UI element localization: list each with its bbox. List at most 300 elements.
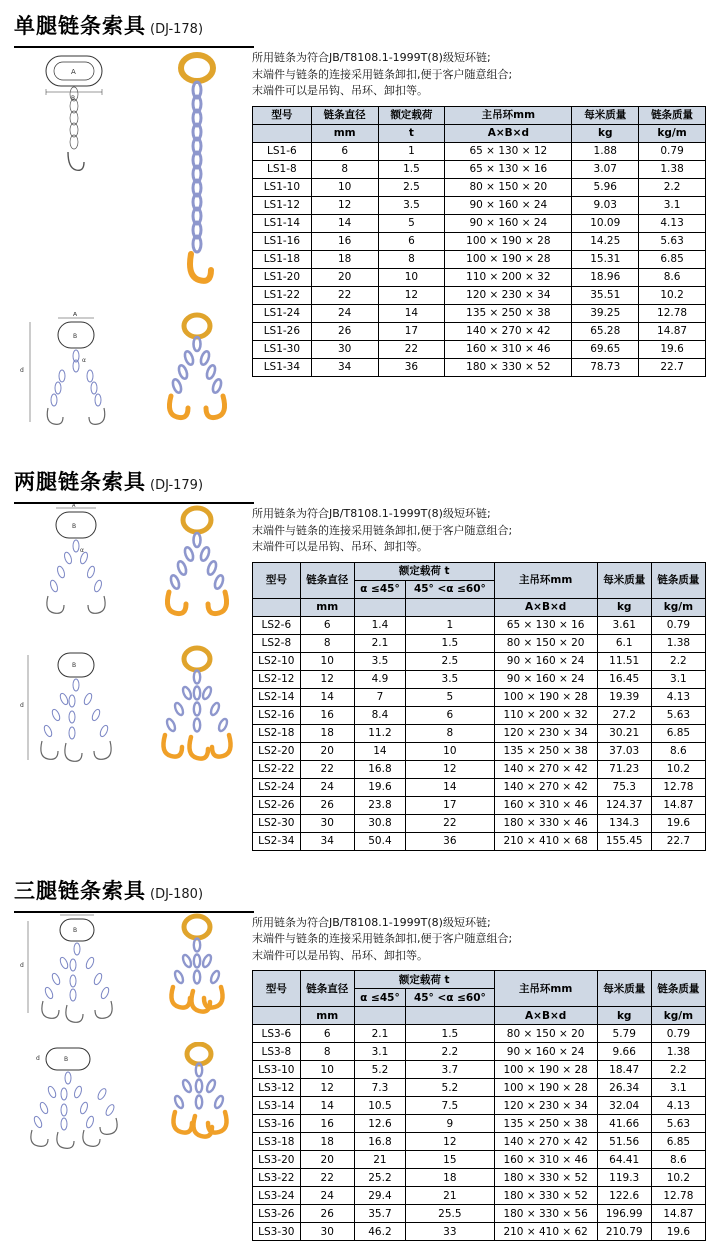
table-cell: 140 × 270 × 42 — [494, 760, 597, 778]
unit-rated-45 — [354, 598, 405, 616]
table-row — [253, 232, 706, 250]
table-cell: 16 — [311, 232, 378, 250]
spec-table-3 — [252, 970, 706, 1241]
table-cell: 1.5 — [378, 160, 445, 178]
note-line: 所用链条为符合JB/T8108.1-1999T(8)级短环链; — [252, 506, 706, 523]
table-cell: 32.04 — [597, 1097, 651, 1115]
table-cell: 19.6 — [651, 814, 705, 832]
table-cell: 90 × 160 × 24 — [494, 1043, 597, 1061]
table-cell: 78.73 — [572, 358, 639, 376]
table-row — [253, 304, 706, 322]
unit-rated-60 — [406, 1007, 495, 1025]
section-title: 单腿链条索具 — [14, 10, 146, 40]
table-cell: 15 — [406, 1151, 495, 1169]
cell-model: LS3-30 — [253, 1223, 301, 1241]
table-cell: 100 × 190 × 28 — [445, 232, 572, 250]
table-cell: 1.38 — [651, 1043, 705, 1061]
svg-text:B: B — [73, 927, 77, 934]
table-cell: 3.1 — [651, 1079, 705, 1097]
table-cell: 11.2 — [354, 724, 405, 742]
svg-text:A: A — [72, 504, 76, 509]
table-cell: 20 — [300, 742, 354, 760]
product-illustration-3 — [147, 504, 247, 639]
table-unit-row — [253, 1007, 706, 1025]
table-row — [253, 1025, 706, 1043]
unit-master-link: A×B×d — [494, 598, 597, 616]
table-cell: 9.66 — [597, 1043, 651, 1061]
unit-chain-diameter: mm — [311, 124, 378, 142]
table-cell: 51.56 — [597, 1133, 651, 1151]
table-cell: 16.8 — [354, 760, 405, 778]
table-cell: 14 — [300, 1097, 354, 1115]
table-row — [253, 250, 706, 268]
table-cell: 3.1 — [639, 196, 706, 214]
table-header-row — [253, 106, 706, 124]
table-cell: 124.37 — [597, 796, 651, 814]
table-row — [253, 742, 706, 760]
table-cell: 1.38 — [651, 634, 705, 652]
table-cell: 135 × 250 × 38 — [494, 742, 597, 760]
table-cell: 12.78 — [651, 778, 705, 796]
svg-text:B: B — [71, 95, 75, 102]
table-cell: 10.2 — [651, 760, 705, 778]
table-cell: 8 — [300, 634, 354, 652]
col-chain-diameter: 链条直径 — [300, 562, 354, 598]
table-cell: 5.63 — [639, 232, 706, 250]
table-cell: 100 × 190 × 28 — [494, 1079, 597, 1097]
table-cell: 1 — [406, 616, 495, 634]
table-cell: 180 × 330 × 52 — [494, 1187, 597, 1205]
table-cell: 24 — [311, 304, 378, 322]
table-cell: 14.87 — [639, 322, 706, 340]
table-cell: 75.3 — [597, 778, 651, 796]
table-row — [253, 358, 706, 376]
table-cell: 30 — [300, 1223, 354, 1241]
unit-model — [253, 1007, 301, 1025]
cell-model: LS3-16 — [253, 1115, 301, 1133]
table-cell: 23.8 — [354, 796, 405, 814]
cell-model: LS1-12 — [253, 196, 312, 214]
section-code: (DJ-179) — [150, 478, 203, 493]
table-cell: 110 × 200 × 32 — [445, 268, 572, 286]
notes-block — [252, 915, 706, 965]
table-cell: 80 × 150 × 20 — [494, 1025, 597, 1043]
table-cell: 2.2 — [406, 1043, 495, 1061]
table-cell: 24 — [300, 1187, 354, 1205]
svg-text:B: B — [72, 662, 76, 669]
table-cell: 36 — [378, 358, 445, 376]
table-cell: 2.2 — [651, 1061, 705, 1079]
unit-chain-diameter: mm — [300, 598, 354, 616]
table-cell: 100 × 190 × 28 — [494, 1061, 597, 1079]
table-cell: 26 — [300, 1205, 354, 1223]
table-cell: 90 × 160 × 24 — [445, 214, 572, 232]
product-illustration-2 — [147, 312, 247, 442]
table-cell: 4.13 — [651, 688, 705, 706]
cell-model: LS1-18 — [253, 250, 312, 268]
table-cell: 140 × 270 × 42 — [494, 778, 597, 796]
table-cell: 135 × 250 × 38 — [445, 304, 572, 322]
table-cell: 2.2 — [651, 652, 705, 670]
content-column — [252, 48, 720, 442]
table-cell: 17 — [406, 796, 495, 814]
table-cell: 34 — [311, 358, 378, 376]
table-row — [253, 1079, 706, 1097]
table-header-row — [253, 971, 706, 989]
table-cell: 10 — [378, 268, 445, 286]
unit-chain-weight: kg/m — [651, 598, 705, 616]
cell-model: LS2-24 — [253, 778, 301, 796]
table-cell: 10 — [311, 178, 378, 196]
table-row — [253, 832, 706, 850]
table-row — [253, 142, 706, 160]
table-cell: 4.13 — [651, 1097, 705, 1115]
table-cell: 5.2 — [406, 1079, 495, 1097]
table-row — [253, 670, 706, 688]
cell-model: LS2-26 — [253, 796, 301, 814]
cell-model: LS2-20 — [253, 742, 301, 760]
cell-model: LS3-10 — [253, 1061, 301, 1079]
table-cell: 3.1 — [651, 670, 705, 688]
table-cell: 119.3 — [597, 1169, 651, 1187]
table-cell: 180 × 330 × 46 — [494, 814, 597, 832]
table-cell: 10.09 — [572, 214, 639, 232]
unit-master-link: A×B×d — [445, 124, 572, 142]
table-cell: 135 × 250 × 38 — [494, 1115, 597, 1133]
table-cell: 160 × 310 × 46 — [494, 1151, 597, 1169]
product-illustration-5 — [147, 913, 247, 1038]
table-cell: 19.6 — [354, 778, 405, 796]
unit-model — [253, 124, 312, 142]
table-cell: 180 × 330 × 56 — [494, 1205, 597, 1223]
cell-model: LS2-34 — [253, 832, 301, 850]
col-rated-load: 额定载荷 t — [354, 562, 494, 580]
cell-model: LS1-6 — [253, 142, 312, 160]
table-cell: 14 — [311, 214, 378, 232]
table-cell: 22 — [378, 340, 445, 358]
col-master-link: 主吊环mm — [494, 562, 597, 598]
table-cell: 5 — [378, 214, 445, 232]
section-two-leg — [0, 456, 720, 851]
table-row — [253, 652, 706, 670]
table-cell: 10.5 — [354, 1097, 405, 1115]
table-cell: 12 — [300, 1079, 354, 1097]
table-cell: 5.96 — [572, 178, 639, 196]
col-model: 型号 — [253, 562, 301, 598]
col-master-link: 主吊环mm — [494, 971, 597, 1007]
col-master-link: 主吊环mm — [445, 106, 572, 124]
table-cell: 100 × 190 × 28 — [494, 688, 597, 706]
cell-model: LS1-24 — [253, 304, 312, 322]
table-cell: 3.5 — [378, 196, 445, 214]
table-cell: 7 — [354, 688, 405, 706]
note-line: 末端件可以是吊钩、吊环、卸扣等。 — [252, 539, 706, 556]
table-row — [253, 214, 706, 232]
table-cell: 12 — [406, 760, 495, 778]
unit-rated-45 — [354, 1007, 405, 1025]
technical-drawing-3 — [16, 504, 136, 639]
table-cell: 18.47 — [597, 1061, 651, 1079]
cell-model: LS2-14 — [253, 688, 301, 706]
table-row — [253, 1133, 706, 1151]
cell-model: LS1-30 — [253, 340, 312, 358]
table-cell: 24 — [300, 778, 354, 796]
table-cell: 8.4 — [354, 706, 405, 724]
table-cell: 6.85 — [651, 724, 705, 742]
table-cell: 80 × 150 × 20 — [445, 178, 572, 196]
table-cell: 14 — [300, 688, 354, 706]
table-row — [253, 340, 706, 358]
table-cell: 3.61 — [597, 616, 651, 634]
table-row — [253, 1169, 706, 1187]
table-cell: 19.6 — [651, 1223, 705, 1241]
table-cell: 39.25 — [572, 304, 639, 322]
table-cell: 8 — [378, 250, 445, 268]
table-cell: 12.78 — [639, 304, 706, 322]
table-cell: 10.2 — [639, 286, 706, 304]
cell-model: LS3-22 — [253, 1169, 301, 1187]
table-cell: 8 — [311, 160, 378, 178]
cell-model: LS1-20 — [253, 268, 312, 286]
table-cell: 140 × 270 × 42 — [494, 1133, 597, 1151]
table-cell: 19.39 — [597, 688, 651, 706]
table-cell: 21 — [406, 1187, 495, 1205]
table-cell: 8 — [406, 724, 495, 742]
table-cell: 25.2 — [354, 1169, 405, 1187]
table-row — [253, 778, 706, 796]
table-cell: 18 — [406, 1169, 495, 1187]
table-cell: 15.31 — [572, 250, 639, 268]
table-cell: 65 × 130 × 16 — [494, 616, 597, 634]
svg-text:A: A — [73, 312, 78, 318]
table-header-row — [253, 562, 706, 580]
svg-text:B: B — [64, 1056, 68, 1063]
table-cell: 35.51 — [572, 286, 639, 304]
cell-model: LS1-14 — [253, 214, 312, 232]
table-row — [253, 160, 706, 178]
table-cell: 10.2 — [651, 1169, 705, 1187]
table-cell: 1 — [378, 142, 445, 160]
product-illustration-6 — [147, 1042, 247, 1157]
table-cell: 196.99 — [597, 1205, 651, 1223]
table-row — [253, 286, 706, 304]
section-single-leg — [0, 0, 720, 442]
table-body — [253, 1025, 706, 1241]
table-cell: 16 — [300, 706, 354, 724]
col-chain-weight: 链条质量 — [651, 562, 705, 598]
table-cell: 65.28 — [572, 322, 639, 340]
technical-drawing-6 — [16, 1042, 136, 1157]
section-three-leg — [0, 865, 720, 1241]
table-cell: 1.4 — [354, 616, 405, 634]
col-rated-load: 额定载荷 — [378, 106, 445, 124]
table-cell: 7.5 — [406, 1097, 495, 1115]
figure-column — [0, 913, 252, 1241]
table-cell: 18 — [311, 250, 378, 268]
table-row — [253, 688, 706, 706]
table-cell: 20 — [311, 268, 378, 286]
cell-model: LS2-22 — [253, 760, 301, 778]
table-row — [253, 322, 706, 340]
cell-model: LS3-6 — [253, 1025, 301, 1043]
table-cell: 210 × 410 × 68 — [494, 832, 597, 850]
cell-model: LS2-30 — [253, 814, 301, 832]
unit-weight-per-meter: kg — [597, 598, 651, 616]
table-cell: 17 — [378, 322, 445, 340]
table-cell: 120 × 230 × 34 — [494, 1097, 597, 1115]
table-cell: 16.45 — [597, 670, 651, 688]
table-cell: 9 — [406, 1115, 495, 1133]
table-cell: 22.7 — [651, 832, 705, 850]
section-title: 三腿链条索具 — [14, 875, 146, 905]
table-cell: 10 — [406, 742, 495, 760]
table-cell: 160 × 310 × 46 — [494, 796, 597, 814]
table-row — [253, 1061, 706, 1079]
table-unit-row — [253, 598, 706, 616]
table-cell: 110 × 200 × 32 — [494, 706, 597, 724]
table-cell: 16.8 — [354, 1133, 405, 1151]
table-row — [253, 724, 706, 742]
note-line: 末端件与链条的连接采用链条卸扣,便于客户随意组合; — [252, 523, 706, 540]
cell-model: LS2-10 — [253, 652, 301, 670]
unit-rated-60 — [406, 598, 495, 616]
table-cell: 20 — [300, 1151, 354, 1169]
table-cell: 26 — [300, 796, 354, 814]
unit-model — [253, 598, 301, 616]
table-cell: 9.03 — [572, 196, 639, 214]
table-cell: 69.65 — [572, 340, 639, 358]
subcol-angle-60: 45° <α ≤60° — [406, 989, 495, 1007]
table-cell: 3.7 — [406, 1061, 495, 1079]
table-cell: 5.63 — [651, 706, 705, 724]
table-cell: 50.4 — [354, 832, 405, 850]
col-weight-per-meter: 每米质量 — [572, 106, 639, 124]
col-chain-diameter: 链条直径 — [300, 971, 354, 1007]
cell-model: LS3-18 — [253, 1133, 301, 1151]
table-cell: 8.6 — [651, 1151, 705, 1169]
table-cell: 64.41 — [597, 1151, 651, 1169]
svg-text:d: d — [20, 962, 24, 969]
table-cell: 14 — [378, 304, 445, 322]
table-cell: 120 × 230 × 34 — [494, 724, 597, 742]
subcol-angle-60: 45° <α ≤60° — [406, 580, 495, 598]
table-cell: 6.85 — [651, 1133, 705, 1151]
table-cell: 14.25 — [572, 232, 639, 250]
table-cell: 134.3 — [597, 814, 651, 832]
table-cell: 14.87 — [651, 1205, 705, 1223]
table-cell: 7.3 — [354, 1079, 405, 1097]
table-cell: 5.63 — [651, 1115, 705, 1133]
table-row — [253, 1043, 706, 1061]
table-row — [253, 616, 706, 634]
table-cell: 6 — [406, 706, 495, 724]
table-cell: 37.03 — [597, 742, 651, 760]
table-cell: 22 — [311, 286, 378, 304]
table-unit-row — [253, 124, 706, 142]
table-cell: 160 × 310 × 46 — [445, 340, 572, 358]
table-cell: 5 — [406, 688, 495, 706]
table-cell: 33 — [406, 1223, 495, 1241]
col-weight-per-meter: 每米质量 — [597, 971, 651, 1007]
cell-model: LS1-26 — [253, 322, 312, 340]
unit-weight-per-meter: kg — [597, 1007, 651, 1025]
cell-model: LS2-8 — [253, 634, 301, 652]
table-cell: 18 — [300, 1133, 354, 1151]
table-cell: 41.66 — [597, 1115, 651, 1133]
note-line: 末端件与链条的连接采用链条卸扣,便于客户随意组合; — [252, 67, 706, 84]
table-cell: 3.5 — [406, 670, 495, 688]
content-column — [252, 504, 720, 851]
table-cell: 65 × 130 × 12 — [445, 142, 572, 160]
table-cell: 155.45 — [597, 832, 651, 850]
product-illustration-4 — [147, 645, 247, 780]
svg-text:B: B — [73, 333, 77, 340]
table-row — [253, 178, 706, 196]
table-cell: 46.2 — [354, 1223, 405, 1241]
table-cell: 30 — [311, 340, 378, 358]
svg-text:α: α — [82, 357, 86, 364]
table-cell: 6 — [378, 232, 445, 250]
table-cell: 140 × 270 × 42 — [445, 322, 572, 340]
table-cell: 36 — [406, 832, 495, 850]
table-cell: 0.79 — [651, 616, 705, 634]
table-row — [253, 1151, 706, 1169]
table-cell: 22 — [300, 760, 354, 778]
content-column — [252, 913, 720, 1241]
table-cell: 8.6 — [639, 268, 706, 286]
table-row — [253, 268, 706, 286]
section-code: (DJ-178) — [150, 22, 203, 37]
technical-drawing-2 — [16, 312, 136, 442]
cell-model: LS3-8 — [253, 1043, 301, 1061]
table-row — [253, 814, 706, 832]
table-cell: 3.5 — [354, 652, 405, 670]
table-cell: 35.7 — [354, 1205, 405, 1223]
table-cell: 1.88 — [572, 142, 639, 160]
table-cell: 8.6 — [651, 742, 705, 760]
table-cell: 16 — [300, 1115, 354, 1133]
svg-text:B: B — [72, 523, 76, 530]
table-cell: 14 — [406, 778, 495, 796]
table-cell: 25.5 — [406, 1205, 495, 1223]
table-row — [253, 760, 706, 778]
table-cell: 180 × 330 × 52 — [494, 1169, 597, 1187]
svg-text:d: d — [20, 367, 24, 374]
table-row — [253, 1223, 706, 1241]
table-cell: 26 — [311, 322, 378, 340]
cell-model: LS1-22 — [253, 286, 312, 304]
table-cell: 2.5 — [378, 178, 445, 196]
subcol-angle-45: α ≤45° — [354, 989, 405, 1007]
notes-block — [252, 50, 706, 100]
unit-chain-diameter: mm — [300, 1007, 354, 1025]
cell-model: LS1-10 — [253, 178, 312, 196]
table-cell: 12 — [300, 670, 354, 688]
table-cell: 120 × 230 × 34 — [445, 286, 572, 304]
svg-text:d: d — [20, 702, 24, 709]
table-cell: 210 × 410 × 62 — [494, 1223, 597, 1241]
table-cell: 6.85 — [639, 250, 706, 268]
col-chain-diameter: 链条直径 — [311, 106, 378, 124]
table-cell: 71.23 — [597, 760, 651, 778]
table-row — [253, 706, 706, 724]
table-row — [253, 1205, 706, 1223]
table-cell: 12 — [406, 1133, 495, 1151]
cell-model: LS2-16 — [253, 706, 301, 724]
cell-model: LS1-34 — [253, 358, 312, 376]
cell-model: LS2-18 — [253, 724, 301, 742]
note-line: 末端件可以是吊钩、吊环、卸扣等。 — [252, 83, 706, 100]
